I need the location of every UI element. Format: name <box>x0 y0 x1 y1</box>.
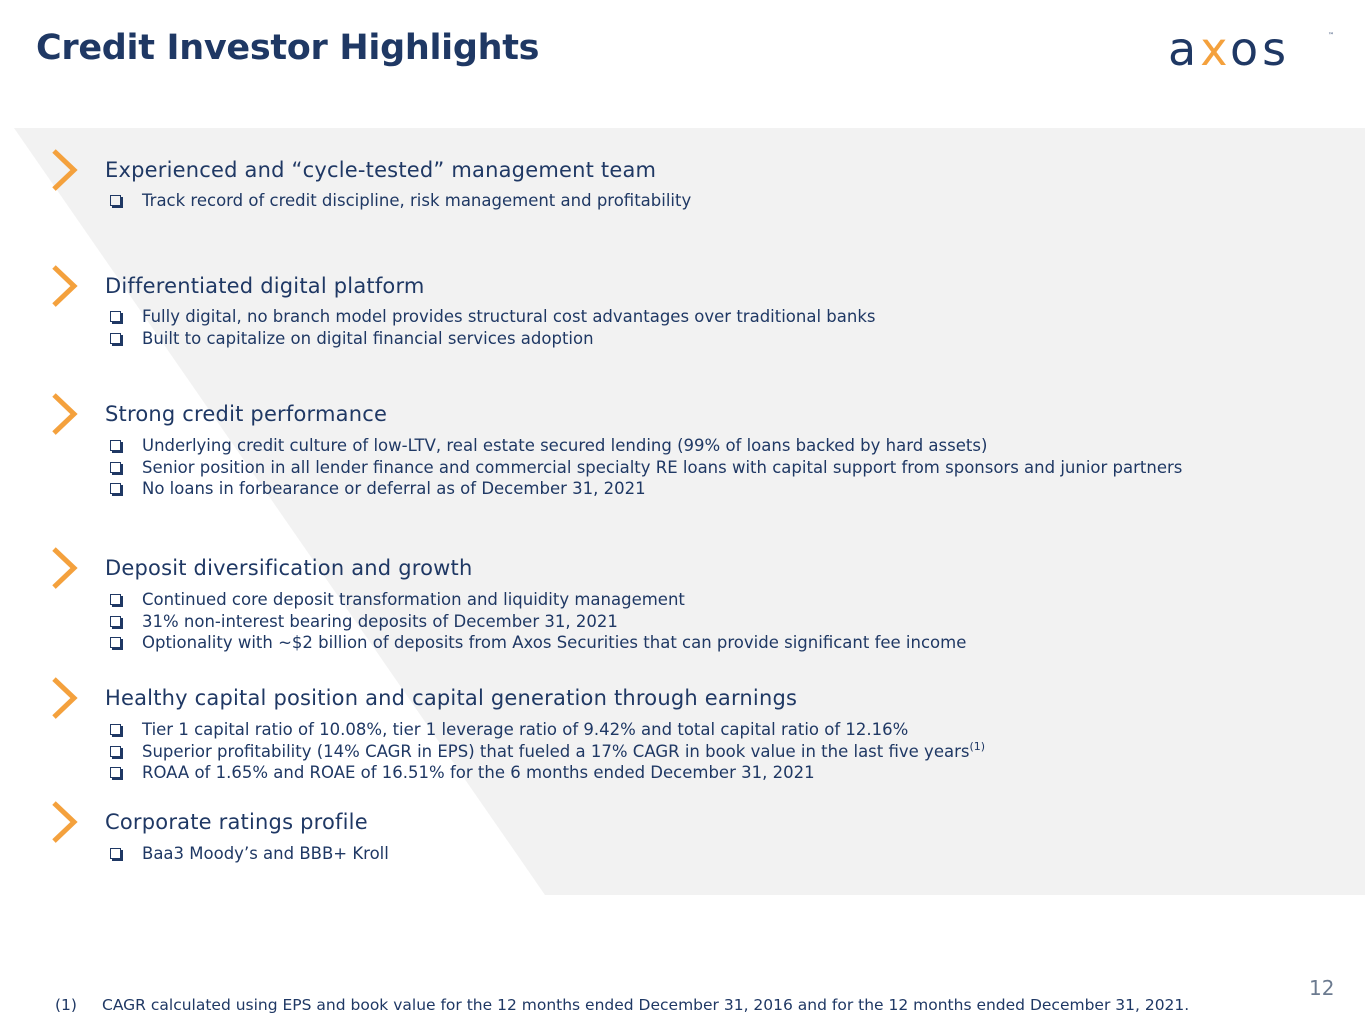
checkbox-bullet-icon <box>110 616 121 627</box>
checkbox-bullet-icon <box>110 333 121 344</box>
section-heading: Corporate ratings profile <box>105 810 368 834</box>
section-heading: Differentiated digital platform <box>105 274 425 298</box>
bullet-list <box>108 435 1182 500</box>
chevron-right-icon <box>50 264 80 308</box>
bullet-list <box>108 719 985 784</box>
bullet-list <box>108 589 966 654</box>
chevron-right-icon <box>50 392 80 436</box>
logo-wordmark: axos <box>1168 22 1291 76</box>
page-number: 12 <box>1309 976 1335 1000</box>
checkbox-bullet-icon <box>110 594 121 605</box>
checkbox-bullet-icon <box>110 440 121 451</box>
footnote-text: CAGR calculated using EPS and book value for the 12 months ended December 31, 2016 and for the 12 months ended December 31, 2021. <box>102 996 1190 1014</box>
checkbox-bullet-icon <box>110 746 121 757</box>
list-item: ROAA of 1.65% and ROAE of 16.51% for the 6 months ended December 31, 2021 <box>108 762 985 784</box>
section-heading: Strong credit performance <box>105 402 388 426</box>
bullet-list <box>108 306 876 349</box>
footnote-reference: (1) <box>969 739 986 753</box>
section-heading: Deposit diversification and growth <box>105 556 473 580</box>
bullet-list <box>108 843 389 865</box>
footnote-marker: (1) <box>55 996 77 1014</box>
section-heading: Experienced and “cycle-tested” management team <box>105 158 657 182</box>
section-heading: Healthy capital position and capital generation through earnings <box>105 686 798 710</box>
list-item: Tier 1 capital ratio of 10.08%, tier 1 leverage ratio of 9.42% and total capital ratio of 12.16% <box>108 719 985 741</box>
chevron-right-icon <box>50 676 80 720</box>
list-item: Built to capitalize on digital financial services adoption <box>108 328 876 350</box>
logo-trademark: ™ <box>1328 32 1334 39</box>
list-item: Optionality with ~$2 billion of deposits from Axos Securities that can provide significant fee income <box>108 632 966 654</box>
footnote <box>55 996 1189 1014</box>
list-item: Fully digital, no branch model provides structural cost advantages over traditional banks <box>108 306 876 328</box>
list-item: No loans in forbearance or deferral as of December 31, 2021 <box>108 478 1182 500</box>
checkbox-bullet-icon <box>110 848 121 859</box>
checkbox-bullet-icon <box>110 462 121 473</box>
checkbox-bullet-icon <box>110 767 121 778</box>
checkbox-bullet-icon <box>110 311 121 322</box>
checkbox-bullet-icon <box>110 195 121 206</box>
chevron-right-icon <box>50 800 80 844</box>
list-item: 31% non-interest bearing deposits of December 31, 2021 <box>108 611 966 633</box>
list-item: Underlying credit culture of low-LTV, real estate secured lending (99% of loans backed by hard assets) <box>108 435 1182 457</box>
bullet-list <box>108 190 691 212</box>
chevron-right-icon <box>50 148 80 192</box>
page-title: Credit Investor Highlights <box>36 28 540 68</box>
checkbox-bullet-icon <box>110 724 121 735</box>
list-item: Continued core deposit transformation and liquidity management <box>108 589 966 611</box>
chevron-right-icon <box>50 546 80 590</box>
checkbox-bullet-icon <box>110 637 121 648</box>
checkbox-bullet-icon <box>110 483 121 494</box>
axos-logo <box>1168 22 1338 76</box>
list-item: Track record of credit discipline, risk management and profitability <box>108 190 691 212</box>
list-item: Superior profitability (14% CAGR in EPS) that fueled a 17% CAGR in book value in the last five years$^{(1)}$ <box>108 741 985 763</box>
list-item: Baa3 Moody’s and BBB+ Kroll <box>108 843 389 865</box>
list-item: Senior position in all lender finance and commercial specialty RE loans with capital support from sponsors and junior partners <box>108 457 1182 479</box>
